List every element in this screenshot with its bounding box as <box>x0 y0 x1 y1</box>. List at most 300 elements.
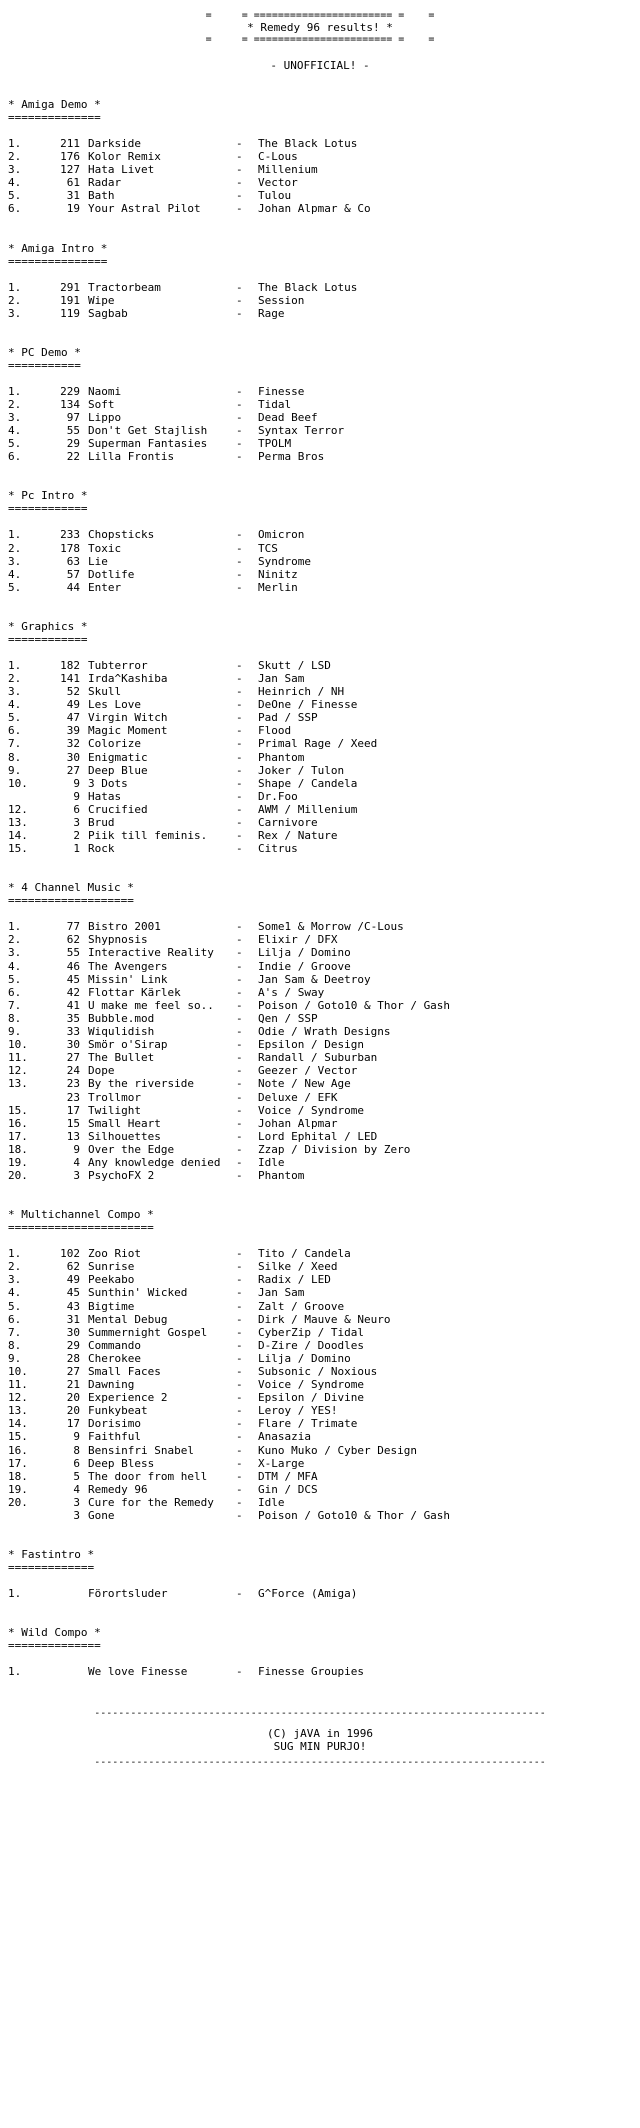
result-entry <box>8 1143 632 1156</box>
entry-group: Shape / Candela <box>258 776 358 790</box>
entry-rank: 9. <box>8 763 22 777</box>
entry-rank: 5. <box>8 711 22 725</box>
entry-title: Commando <box>88 1338 141 1352</box>
entry-votes: 229 <box>60 384 80 398</box>
entry-group: Rage <box>258 306 285 320</box>
entry-separator: - <box>236 763 243 777</box>
entry-group: Tulou <box>258 189 292 203</box>
entry-separator: - <box>236 1103 243 1117</box>
result-entry <box>8 1156 632 1169</box>
entry-rank: 20. <box>8 1495 28 1509</box>
entry-rank: 2. <box>8 933 22 947</box>
sections-container <box>8 98 632 1678</box>
entry-votes: 49 <box>66 1273 80 1287</box>
section-title: * Amiga Intro * <box>8 241 108 255</box>
entry-title: Kolor Remix <box>88 150 161 164</box>
entry-group: Flood <box>258 724 292 738</box>
entry-group: Carnivore <box>258 816 318 829</box>
entry-title: Magic Moment <box>88 724 168 738</box>
section-title: * Fastintro * <box>8 1548 95 1562</box>
entry-group: Lilja / Domino <box>258 1351 351 1365</box>
entry-separator: - <box>236 541 243 555</box>
entry-rank: 6. <box>8 724 22 738</box>
compo-section <box>8 1626 632 1678</box>
entry-votes: 32 <box>66 737 80 751</box>
entry-group: Deluxe / EFK <box>258 1090 338 1104</box>
entry-group: TPOLM <box>258 437 292 451</box>
result-entry <box>8 751 632 764</box>
compo-section <box>8 489 632 593</box>
entry-votes: 44 <box>66 580 80 594</box>
entry-group: AWM / Millenium <box>258 802 358 816</box>
entry-votes: 3 <box>73 1169 80 1183</box>
entry-group: Syndrome <box>258 554 311 568</box>
entry-separator: - <box>236 1011 243 1025</box>
entry-title: Shypnosis <box>88 933 148 947</box>
section-underline: =========== <box>8 358 81 372</box>
entry-title: Silhouettes <box>88 1129 161 1143</box>
section-underline: ============== <box>8 111 101 124</box>
entry-group: Qen / SSP <box>258 1011 318 1025</box>
result-entry <box>8 1038 632 1051</box>
entry-list <box>8 385 632 464</box>
entry-list <box>8 659 632 855</box>
entry-votes: 21 <box>66 1378 80 1392</box>
entry-votes: 49 <box>66 698 80 712</box>
entry-separator: - <box>236 580 243 594</box>
entry-rank: 6. <box>8 450 22 464</box>
entry-votes: 8 <box>73 1443 80 1457</box>
entry-title: Peekabo <box>88 1273 135 1287</box>
entry-separator: - <box>236 842 243 856</box>
result-entry <box>8 189 632 202</box>
result-entry <box>8 1404 632 1417</box>
section-title: * Wild Compo * <box>8 1626 101 1640</box>
entry-votes: 233 <box>60 528 80 542</box>
result-entry <box>8 202 632 215</box>
entry-group: Johan Alpmar & Co <box>258 202 371 216</box>
result-entry <box>8 1051 632 1064</box>
entry-separator: - <box>236 1430 243 1444</box>
entry-rank: 3. <box>8 411 22 425</box>
entry-rank: 4. <box>8 424 22 438</box>
entry-separator: - <box>236 424 243 438</box>
entry-votes: 291 <box>60 280 80 294</box>
entry-group: Odie / Wrath Designs <box>258 1025 391 1039</box>
entry-separator: - <box>236 189 243 203</box>
entry-group: DeOne / Finesse <box>258 698 358 712</box>
entry-title: Radar <box>88 176 122 190</box>
entry-list <box>8 528 632 593</box>
entry-title: Over the Edge <box>88 1142 175 1156</box>
entry-title: Les Love <box>88 698 141 712</box>
entry-votes: 178 <box>60 541 80 555</box>
section-underline: =============== <box>8 254 108 268</box>
entry-title: PsychoFX 2 <box>88 1169 155 1183</box>
entry-title: We love Finesse <box>88 1665 188 1679</box>
entry-separator: - <box>236 1038 243 1052</box>
compo-section <box>8 620 632 855</box>
result-entry <box>8 1273 632 1286</box>
entry-group: Lord Ephital / LED <box>258 1129 378 1143</box>
entry-title: Brud <box>88 816 115 829</box>
entry-group: Rex / Nature <box>258 829 338 843</box>
entry-group: Pad / SSP <box>258 711 318 725</box>
entry-group: Subsonic / Noxious <box>258 1365 378 1378</box>
entry-title: Bensinfri Snabel <box>88 1443 194 1457</box>
result-entry <box>8 1365 632 1378</box>
compo-section <box>8 1208 632 1522</box>
entry-separator: - <box>236 1482 243 1496</box>
footer-bottom-rule: --------------------------------------------------------------------------- <box>94 1757 546 1769</box>
entry-votes: 23 <box>66 1090 80 1104</box>
entry-group: Anasazia <box>258 1430 311 1444</box>
entry-separator: - <box>236 137 243 150</box>
entry-votes: 3 <box>73 1509 80 1523</box>
entry-title: Trollmor <box>88 1090 141 1104</box>
entry-title: Bistro 2001 <box>88 920 161 934</box>
entry-votes: 23 <box>66 1077 80 1091</box>
entry-votes: 6 <box>73 1456 80 1470</box>
entry-votes: 9 <box>73 789 80 803</box>
entry-separator: - <box>236 698 243 712</box>
entry-rank: 10. <box>8 1365 28 1378</box>
entry-votes: 31 <box>66 1312 80 1326</box>
entry-title: Superman Fantasies <box>88 437 208 451</box>
entry-title: Crucified <box>88 802 148 816</box>
entry-group: Voice / Syndrome <box>258 1378 364 1392</box>
entry-group: Primal Rage / Xeed <box>258 737 378 751</box>
entry-title: Naomi <box>88 384 122 398</box>
entry-separator: - <box>236 1365 243 1378</box>
entry-rank: 3. <box>8 554 22 568</box>
entry-group: The Black Lotus <box>258 280 358 294</box>
result-entry <box>8 1091 632 1104</box>
result-entry <box>8 1130 632 1143</box>
entry-rank: 18. <box>8 1142 28 1156</box>
entry-group: Johan Alpmar <box>258 1116 338 1130</box>
entry-group: DTM / MFA <box>258 1469 318 1483</box>
entry-rank: 17. <box>8 1129 28 1143</box>
result-entry <box>8 307 632 320</box>
result-entry <box>8 724 632 737</box>
entry-group: Perma Bros <box>258 450 325 464</box>
result-entry <box>8 411 632 424</box>
entry-separator: - <box>236 1587 243 1601</box>
entry-group: Poison / Goto10 & Thor / Gash <box>258 1509 451 1523</box>
section-title: * 4 Channel Music * <box>8 881 134 895</box>
result-entry <box>8 568 632 581</box>
entry-votes: 134 <box>60 397 80 411</box>
compo-section <box>8 242 632 320</box>
result-entry <box>8 920 632 933</box>
entry-title: U make me feel so.. <box>88 998 214 1012</box>
entry-votes: 30 <box>66 1325 80 1339</box>
result-entry <box>8 150 632 163</box>
entry-group: Jan Sam <box>258 1286 305 1300</box>
entry-group: Joker / Tulon <box>258 763 345 777</box>
entry-separator: - <box>236 685 243 699</box>
entry-rank: 1. <box>8 137 22 150</box>
entry-group: Citrus <box>258 842 298 856</box>
entry-title: Lie <box>88 554 108 568</box>
entry-separator: - <box>236 1404 243 1418</box>
entry-separator: - <box>236 933 243 947</box>
entry-title: Hata Livet <box>88 163 155 177</box>
entry-separator: - <box>236 306 243 320</box>
entry-title: Any knowledge denied <box>88 1155 221 1169</box>
entry-rank: 11. <box>8 1051 28 1065</box>
result-entry <box>8 1378 632 1391</box>
entry-votes: 176 <box>60 150 80 164</box>
entry-separator: - <box>236 1090 243 1104</box>
entry-rank: 3. <box>8 946 22 960</box>
footer-tagline: SUG MIN PURJO! <box>273 1740 367 1754</box>
entry-group: The Black Lotus <box>258 137 358 150</box>
result-entry <box>8 829 632 842</box>
entry-title: Dotlife <box>88 567 135 581</box>
entry-votes: 29 <box>66 437 80 451</box>
section-underline: ============== <box>8 1639 101 1653</box>
entry-separator: - <box>236 1665 243 1679</box>
entry-title: Smör o'Sirap <box>88 1038 168 1052</box>
entry-rank: 2. <box>8 1260 22 1274</box>
entry-separator: - <box>236 711 243 725</box>
section-underline: ====================== <box>8 1221 154 1235</box>
result-entry <box>8 437 632 450</box>
result-entry <box>8 1286 632 1299</box>
entry-votes: 5 <box>73 1469 80 1483</box>
result-entry <box>8 777 632 790</box>
result-entry <box>8 176 632 189</box>
result-entry <box>8 1313 632 1326</box>
result-entry <box>8 137 632 150</box>
entry-votes: 127 <box>60 163 80 177</box>
result-entry <box>8 764 632 777</box>
entry-rank: 3. <box>8 1273 22 1287</box>
entry-title: Irda^Kashiba <box>88 671 168 685</box>
result-entry <box>8 842 632 855</box>
result-entry <box>8 672 632 685</box>
footer-credit: (C) jAVA in 1996 <box>267 1727 373 1741</box>
entry-list <box>8 137 632 216</box>
entry-votes: 39 <box>66 724 80 738</box>
entry-votes: 119 <box>60 306 80 320</box>
entry-rank: 7. <box>8 737 22 751</box>
entry-separator: - <box>236 985 243 999</box>
entry-rank: 5. <box>8 972 22 986</box>
entry-votes: 33 <box>66 1025 80 1039</box>
result-entry <box>8 960 632 973</box>
entry-group: Kuno Muko / Cyber Design <box>258 1443 417 1457</box>
entry-votes: 35 <box>66 1011 80 1025</box>
entry-votes: 29 <box>66 1338 80 1352</box>
result-entry <box>8 1457 632 1470</box>
entry-group: Dr.Foo <box>258 789 298 803</box>
entry-group: Millenium <box>258 163 318 177</box>
entry-group: Tito / Candela <box>258 1247 351 1261</box>
header-banner: * Remedy 96 results! * <box>247 21 393 34</box>
entry-votes: 13 <box>66 1129 80 1143</box>
compo-section <box>8 98 632 216</box>
result-entry <box>8 1247 632 1260</box>
entry-separator: - <box>236 567 243 581</box>
result-entry <box>8 685 632 698</box>
entry-separator: - <box>236 1273 243 1287</box>
result-entry <box>8 1470 632 1483</box>
result-entry <box>8 933 632 946</box>
entry-group: Ninitz <box>258 567 298 581</box>
entry-group: Skutt / LSD <box>258 658 331 672</box>
entry-group: Geezer / Vector <box>258 1064 358 1078</box>
entry-title: Dawning <box>88 1378 135 1392</box>
entry-title: Experience 2 <box>88 1391 168 1405</box>
entry-rank: 15. <box>8 1430 28 1444</box>
entry-votes: 52 <box>66 685 80 699</box>
entry-votes: 43 <box>66 1299 80 1313</box>
entry-group: Dead Beef <box>258 411 318 425</box>
entry-votes: 19 <box>66 202 80 216</box>
entry-rank: 12. <box>8 1064 28 1078</box>
entry-group: C-Lous <box>258 150 298 164</box>
entry-separator: - <box>236 1142 243 1156</box>
entry-votes: 211 <box>60 137 80 150</box>
entry-rank: 1. <box>8 1247 22 1261</box>
section-title: * Amiga Demo * <box>8 98 101 111</box>
entry-rank: 1. <box>8 528 22 542</box>
entry-rank: 13. <box>8 1077 28 1091</box>
entry-separator: - <box>236 1025 243 1039</box>
entry-title: Cherokee <box>88 1351 141 1365</box>
entry-votes: 3 <box>73 1495 80 1509</box>
result-entry <box>8 163 632 176</box>
entry-group: Elixir / DFX <box>258 933 338 947</box>
result-entry <box>8 999 632 1012</box>
entry-votes: 61 <box>66 176 80 190</box>
entry-votes: 17 <box>66 1417 80 1431</box>
entry-rank: 12. <box>8 802 28 816</box>
entry-votes: 1 <box>73 842 80 856</box>
entry-separator: - <box>236 946 243 960</box>
entry-votes: 41 <box>66 998 80 1012</box>
entry-rank: 8. <box>8 750 22 764</box>
entry-rank: 3. <box>8 685 22 699</box>
entry-votes: 45 <box>66 972 80 986</box>
entry-votes: 55 <box>66 424 80 438</box>
entry-separator: - <box>236 998 243 1012</box>
entry-rank: 2. <box>8 150 22 164</box>
result-entry <box>8 1326 632 1339</box>
entry-rank: 4. <box>8 698 22 712</box>
entry-rank: 19. <box>8 1482 28 1496</box>
result-entry <box>8 1430 632 1443</box>
entry-votes: 27 <box>66 1051 80 1065</box>
entry-separator: - <box>236 1155 243 1169</box>
entry-group: Merlin <box>258 580 298 594</box>
entry-votes: 20 <box>66 1404 80 1418</box>
entry-title: The door from hell <box>88 1469 208 1483</box>
entry-rank: 1. <box>8 280 22 294</box>
entry-title: Hatas <box>88 789 122 803</box>
entry-separator: - <box>236 1169 243 1183</box>
entry-title: Your Astral Pilot <box>88 202 201 216</box>
entry-title: Soft <box>88 397 115 411</box>
compo-section <box>8 881 632 1182</box>
header-subtitle: - UNOFFICIAL! - <box>270 59 370 72</box>
entry-list <box>8 920 632 1182</box>
entry-separator: - <box>236 1129 243 1143</box>
entry-rank: 14. <box>8 829 28 843</box>
entry-group: Some1 & Morrow /C-Lous <box>258 920 404 934</box>
entry-rank: 9. <box>8 1025 22 1039</box>
entry-title: Cure for the Remedy <box>88 1495 214 1509</box>
results-body <box>0 98 640 1678</box>
entry-title: Faithful <box>88 1430 141 1444</box>
entry-votes: 31 <box>66 189 80 203</box>
entry-separator: - <box>236 959 243 973</box>
entry-separator: - <box>236 397 243 411</box>
entry-rank: 1. <box>8 1665 22 1679</box>
entry-title: Enigmatic <box>88 750 148 764</box>
entry-votes: 55 <box>66 946 80 960</box>
entry-rank: 9. <box>8 1351 22 1365</box>
result-entry <box>8 659 632 672</box>
entry-votes: 63 <box>66 554 80 568</box>
entry-votes: 28 <box>66 1351 80 1365</box>
entry-rank: 8. <box>8 1011 22 1025</box>
result-entry <box>8 1260 632 1273</box>
entry-separator: - <box>236 776 243 790</box>
entry-group: Vector <box>258 176 298 190</box>
entry-rank: 1. <box>8 384 22 398</box>
entry-separator: - <box>236 1247 243 1261</box>
entry-rank: 18. <box>8 1469 28 1483</box>
entry-list <box>8 1247 632 1522</box>
entry-votes: 62 <box>66 933 80 947</box>
result-entry <box>8 1104 632 1117</box>
section-underline: ============= <box>8 1561 95 1575</box>
entry-title: Toxic <box>88 541 122 555</box>
entry-separator: - <box>236 1495 243 1509</box>
result-entry <box>8 542 632 555</box>
entry-rank: 2. <box>8 671 22 685</box>
result-entry <box>8 1587 632 1600</box>
bottom-spacer <box>0 1768 640 1786</box>
result-entry <box>8 737 632 750</box>
entry-rank: 1. <box>8 1587 22 1601</box>
entry-votes: 27 <box>66 1365 80 1378</box>
section-underline: ============ <box>8 502 88 516</box>
entry-separator: - <box>236 554 243 568</box>
entry-title: Darkside <box>88 137 141 150</box>
entry-separator: - <box>236 1325 243 1339</box>
entry-group: Radix / LED <box>258 1273 331 1287</box>
entry-rank: 16. <box>8 1443 28 1457</box>
entry-title: Twilight <box>88 1103 141 1117</box>
result-entry <box>8 450 632 463</box>
entry-group: Idle <box>258 1155 285 1169</box>
section-title: * Multichannel Compo * <box>8 1208 154 1222</box>
entry-votes: 42 <box>66 985 80 999</box>
entry-rank: 2. <box>8 541 22 555</box>
entry-title: Funkybeat <box>88 1404 148 1418</box>
entry-title: Interactive Reality <box>88 946 214 960</box>
entry-separator: - <box>236 1391 243 1405</box>
entry-title: Tubterror <box>88 658 148 672</box>
entry-votes: 141 <box>60 671 80 685</box>
entry-title: Förortsluder <box>88 1587 168 1601</box>
entry-separator: - <box>236 972 243 986</box>
